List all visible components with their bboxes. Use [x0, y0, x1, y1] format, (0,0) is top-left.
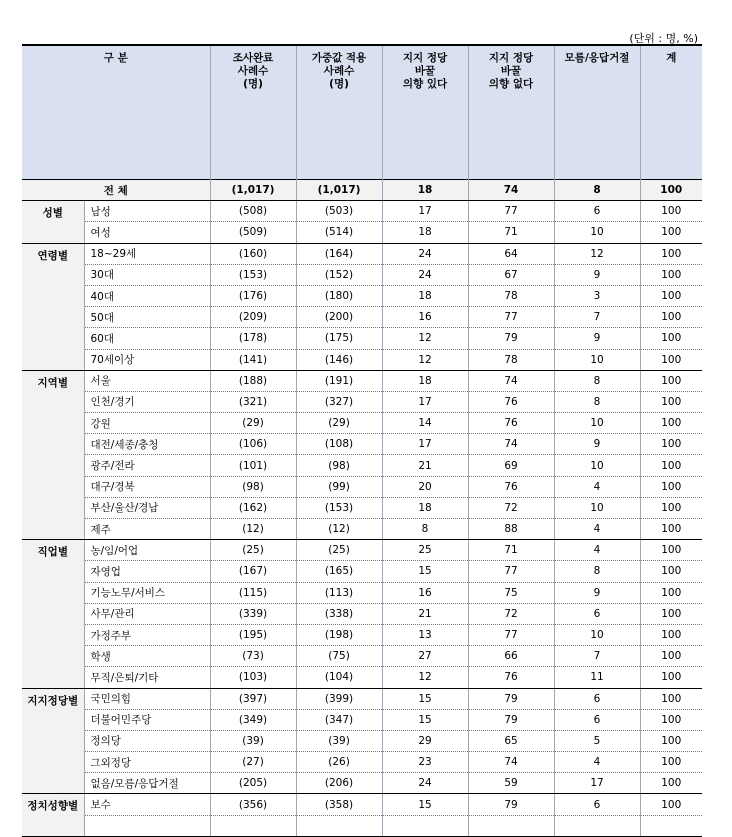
table-cell: (98)	[296, 455, 382, 476]
table-cell: (108)	[296, 434, 382, 455]
table-cell: 15	[382, 561, 468, 582]
table-row	[22, 201, 702, 222]
row-label: 보수	[84, 794, 210, 815]
table-cell: 65	[468, 730, 554, 751]
header-category: 구 분	[22, 45, 210, 180]
table-cell: (162)	[210, 497, 296, 518]
table-cell	[382, 815, 468, 836]
table-row	[22, 730, 702, 751]
table-cell: 17	[382, 201, 468, 222]
table-cell: 8	[382, 519, 468, 540]
table-cell: (338)	[296, 603, 382, 624]
table-cell: 77	[468, 307, 554, 328]
row-label: 가정주부	[84, 624, 210, 645]
table-cell: 88	[468, 519, 554, 540]
table-cell: 24	[382, 243, 468, 264]
table-cell: 100	[640, 540, 702, 561]
table-cell: 79	[468, 328, 554, 349]
table-cell: 79	[468, 794, 554, 815]
table-cell: (12)	[296, 519, 382, 540]
table-cell: 4	[554, 752, 640, 773]
table-cell: 100	[640, 794, 702, 815]
table-cell: (12)	[210, 519, 296, 540]
table-cell: (98)	[210, 476, 296, 497]
header-row	[22, 45, 702, 180]
table-cell: 29	[382, 730, 468, 751]
table-cell	[468, 815, 554, 836]
table-cell: 6	[554, 794, 640, 815]
total-cell: 8	[554, 180, 640, 201]
table-cell: 21	[382, 455, 468, 476]
table-row	[22, 773, 702, 794]
table-cell: 76	[468, 391, 554, 412]
table-cell: 5	[554, 730, 640, 751]
table-cell: 74	[468, 434, 554, 455]
table-cell: 8	[554, 391, 640, 412]
table-cell: 13	[382, 624, 468, 645]
row-label: 사무/관리	[84, 603, 210, 624]
group-label: 직업별	[22, 540, 84, 688]
row-label: 40대	[84, 285, 210, 306]
table-cell: (508)	[210, 201, 296, 222]
table-cell: (327)	[296, 391, 382, 412]
table-cell: (104)	[296, 667, 382, 688]
table-cell: 17	[382, 391, 468, 412]
table-row	[22, 328, 702, 349]
table-cell: 100	[640, 455, 702, 476]
table-cell: 3	[554, 285, 640, 306]
table-cell: (153)	[296, 497, 382, 518]
table-cell: 100	[640, 264, 702, 285]
group-label: 지역별	[22, 370, 84, 540]
table-cell: 100	[640, 688, 702, 709]
table-cell: 72	[468, 497, 554, 518]
table-cell	[640, 815, 702, 836]
table-cell: (25)	[296, 540, 382, 561]
group-label: 연령별	[22, 243, 84, 370]
table-row	[22, 667, 702, 688]
table-row	[22, 476, 702, 497]
table-row	[22, 264, 702, 285]
table-row	[22, 307, 702, 328]
row-label: 무직/은퇴/기타	[84, 667, 210, 688]
table-cell: 6	[554, 603, 640, 624]
table-cell: 6	[554, 201, 640, 222]
table-cell: 100	[640, 624, 702, 645]
table-row	[22, 519, 702, 540]
table-cell: 18	[382, 285, 468, 306]
row-label: 대전/세종/충청	[84, 434, 210, 455]
group-label: 성별	[22, 201, 84, 243]
row-label: 여성	[84, 222, 210, 243]
table-row	[22, 688, 702, 709]
table-cell	[296, 815, 382, 836]
table-cell: 15	[382, 709, 468, 730]
table-cell: 100	[640, 307, 702, 328]
unit-note: (단위 : 명, %)	[629, 32, 698, 45]
table-cell: (356)	[210, 794, 296, 815]
table-cell: 100	[640, 519, 702, 540]
table-cell: 6	[554, 688, 640, 709]
table-cell: (347)	[296, 709, 382, 730]
table-cell: 76	[468, 476, 554, 497]
table-cell	[210, 815, 296, 836]
table-cell: (25)	[210, 540, 296, 561]
table-cell: 25	[382, 540, 468, 561]
table-row	[22, 582, 702, 603]
row-label: 학생	[84, 646, 210, 667]
total-row	[22, 180, 702, 201]
table-cell: (195)	[210, 624, 296, 645]
row-label: 자영업	[84, 561, 210, 582]
table-cell: 66	[468, 646, 554, 667]
table-row	[22, 752, 702, 773]
table-cell: 79	[468, 688, 554, 709]
table-cell: 78	[468, 349, 554, 370]
table-cell: 18	[382, 497, 468, 518]
table-cell: (188)	[210, 370, 296, 391]
table-cell: 21	[382, 603, 468, 624]
row-label: 기능노무/서비스	[84, 582, 210, 603]
group-label: 정치성향별	[22, 794, 84, 836]
table-cell: (191)	[296, 370, 382, 391]
table-row	[22, 243, 702, 264]
table-cell: 100	[640, 730, 702, 751]
table-cell: 9	[554, 328, 640, 349]
table-cell: 77	[468, 561, 554, 582]
table-cell: 12	[382, 667, 468, 688]
table-cell: 100	[640, 773, 702, 794]
table-row	[22, 624, 702, 645]
table-cell: 100	[640, 603, 702, 624]
table-cell: (514)	[296, 222, 382, 243]
total-cell: (1,017)	[210, 180, 296, 201]
table-cell: 12	[382, 349, 468, 370]
row-label: 부산/울산/경남	[84, 497, 210, 518]
header-dont-know: 모름/응답거절	[554, 45, 640, 180]
table-cell: 10	[554, 349, 640, 370]
table-cell: 20	[382, 476, 468, 497]
table-row	[22, 709, 702, 730]
table-cell: 100	[640, 752, 702, 773]
table-cell: 4	[554, 540, 640, 561]
table-cell: (160)	[210, 243, 296, 264]
table-cell: (165)	[296, 561, 382, 582]
table-cell: 7	[554, 646, 640, 667]
table-cell: 11	[554, 667, 640, 688]
row-label: 남성	[84, 201, 210, 222]
table-cell: 59	[468, 773, 554, 794]
table-cell: 7	[554, 307, 640, 328]
table-cell: 24	[382, 264, 468, 285]
row-label: 광주/전라	[84, 455, 210, 476]
table-cell: (101)	[210, 455, 296, 476]
table-cell: (75)	[296, 646, 382, 667]
table-cell: (164)	[296, 243, 382, 264]
table-cell: (29)	[210, 413, 296, 434]
table-cell: (153)	[210, 264, 296, 285]
table-cell: (152)	[296, 264, 382, 285]
table-cell: 4	[554, 519, 640, 540]
table-cell: 100	[640, 285, 702, 306]
table-row	[22, 603, 702, 624]
header-total: 계	[640, 45, 702, 180]
row-label: 70세이상	[84, 349, 210, 370]
table-cell: 100	[640, 497, 702, 518]
table-row	[22, 455, 702, 476]
row-label: 50대	[84, 307, 210, 328]
row-label: 30대	[84, 264, 210, 285]
table-cell: (397)	[210, 688, 296, 709]
table-cell: 100	[640, 243, 702, 264]
table-cell: (206)	[296, 773, 382, 794]
table-cell: 12	[382, 328, 468, 349]
row-label: 국민의힘	[84, 688, 210, 709]
table-cell: (200)	[296, 307, 382, 328]
table-cell: 15	[382, 794, 468, 815]
total-cell: 18	[382, 180, 468, 201]
table-row	[22, 540, 702, 561]
table-row	[22, 370, 702, 391]
row-label: 그외정당	[84, 752, 210, 773]
table-cell: 17	[382, 434, 468, 455]
table-cell: (26)	[296, 752, 382, 773]
table-cell: (27)	[210, 752, 296, 773]
table-cell: 16	[382, 582, 468, 603]
table-cell: 69	[468, 455, 554, 476]
table-cell: 71	[468, 222, 554, 243]
table-cell: 100	[640, 582, 702, 603]
table-cell: 100	[640, 413, 702, 434]
table-cell: 76	[468, 413, 554, 434]
table-cell: (106)	[210, 434, 296, 455]
header-not-willing-change: 지지 정당 바꿀 의향 없다	[468, 45, 554, 180]
results-table	[22, 44, 702, 837]
table-cell: (167)	[210, 561, 296, 582]
table-cell: (113)	[296, 582, 382, 603]
table-cell: (29)	[296, 413, 382, 434]
total-cell: 74	[468, 180, 554, 201]
table-cell: 17	[554, 773, 640, 794]
table-cell: 100	[640, 370, 702, 391]
table-cell: (175)	[296, 328, 382, 349]
table-cell: 100	[640, 476, 702, 497]
table-row	[22, 646, 702, 667]
table-cell: 72	[468, 603, 554, 624]
table-cell: 77	[468, 201, 554, 222]
table-cell: 100	[640, 349, 702, 370]
table-cell: (73)	[210, 646, 296, 667]
table-cell: (176)	[210, 285, 296, 306]
table-row	[22, 794, 702, 815]
table-cell: 100	[640, 201, 702, 222]
table-cell: 16	[382, 307, 468, 328]
table-row	[22, 413, 702, 434]
table-cell: (178)	[210, 328, 296, 349]
table-cell: 100	[640, 328, 702, 349]
table-cell: 100	[640, 667, 702, 688]
table-cell: 10	[554, 624, 640, 645]
table-cell: 8	[554, 561, 640, 582]
table-cell: (321)	[210, 391, 296, 412]
table-cell: (198)	[296, 624, 382, 645]
header-willing-change: 지지 정당 바꿀 의향 있다	[382, 45, 468, 180]
table-cell: 18	[382, 370, 468, 391]
table-cell: 4	[554, 476, 640, 497]
table-cell: 15	[382, 688, 468, 709]
row-label: 제주	[84, 519, 210, 540]
row-label: 인천/경기	[84, 391, 210, 412]
row-label: 농/임/어업	[84, 540, 210, 561]
table-cell: 71	[468, 540, 554, 561]
table-cell: (103)	[210, 667, 296, 688]
header-completed-cases: 조사완료 사례수 (명)	[210, 45, 296, 180]
table-cell: (503)	[296, 201, 382, 222]
table-cell: (99)	[296, 476, 382, 497]
table-cell: 10	[554, 222, 640, 243]
table-row	[22, 285, 702, 306]
table-cell: 64	[468, 243, 554, 264]
group-label: 지지정당별	[22, 688, 84, 794]
table-row	[22, 391, 702, 412]
row-label: 강원	[84, 413, 210, 434]
header-weighted-cases: 가중값 적용 사례수 (명)	[296, 45, 382, 180]
table-cell: 100	[640, 646, 702, 667]
table-cell: (209)	[210, 307, 296, 328]
table-cell: 9	[554, 264, 640, 285]
table-cell: (141)	[210, 349, 296, 370]
table-cell: (205)	[210, 773, 296, 794]
table-cell: 100	[640, 561, 702, 582]
row-label: 대구/경북	[84, 476, 210, 497]
table-cell: 24	[382, 773, 468, 794]
total-cell: (1,017)	[296, 180, 382, 201]
table-cell: 6	[554, 709, 640, 730]
total-cell: 100	[640, 180, 702, 201]
table-cell: (509)	[210, 222, 296, 243]
table-cell: 67	[468, 264, 554, 285]
table-cell: (39)	[210, 730, 296, 751]
table-cell: 77	[468, 624, 554, 645]
table-cell: 10	[554, 497, 640, 518]
row-label	[84, 815, 210, 836]
table-cell: 79	[468, 709, 554, 730]
table-cell: (115)	[210, 582, 296, 603]
total-label: 전 체	[22, 180, 210, 201]
table-cell	[554, 815, 640, 836]
table-cell: 74	[468, 752, 554, 773]
table-cell: 74	[468, 370, 554, 391]
table-cell: (399)	[296, 688, 382, 709]
table-cell: 10	[554, 413, 640, 434]
table-cell: 100	[640, 434, 702, 455]
table-cell: (180)	[296, 285, 382, 306]
table-cell: 75	[468, 582, 554, 603]
row-label: 더불어민주당	[84, 709, 210, 730]
table-cell: (358)	[296, 794, 382, 815]
row-label: 서울	[84, 370, 210, 391]
table-cell: (339)	[210, 603, 296, 624]
table-cell: (146)	[296, 349, 382, 370]
table-cell: (39)	[296, 730, 382, 751]
table-row	[22, 434, 702, 455]
table-cell: 78	[468, 285, 554, 306]
table-cell: 9	[554, 582, 640, 603]
table-row	[22, 349, 702, 370]
table-cell: 23	[382, 752, 468, 773]
table-cell: 10	[554, 455, 640, 476]
table-row	[22, 222, 702, 243]
table-cell: (349)	[210, 709, 296, 730]
table-cell: 76	[468, 667, 554, 688]
table-cell: 18	[382, 222, 468, 243]
row-label: 18~29세	[84, 243, 210, 264]
table-row	[22, 561, 702, 582]
table-cell: 14	[382, 413, 468, 434]
table-cell: 27	[382, 646, 468, 667]
table-row	[22, 815, 702, 836]
table-row	[22, 497, 702, 518]
table-cell: 100	[640, 222, 702, 243]
table-cell: 9	[554, 434, 640, 455]
table-cell: 8	[554, 370, 640, 391]
table-cell: 100	[640, 391, 702, 412]
row-label: 정의당	[84, 730, 210, 751]
row-label: 없음/모름/응답거절	[84, 773, 210, 794]
row-label: 60대	[84, 328, 210, 349]
table-cell: 100	[640, 709, 702, 730]
table-cell: 12	[554, 243, 640, 264]
